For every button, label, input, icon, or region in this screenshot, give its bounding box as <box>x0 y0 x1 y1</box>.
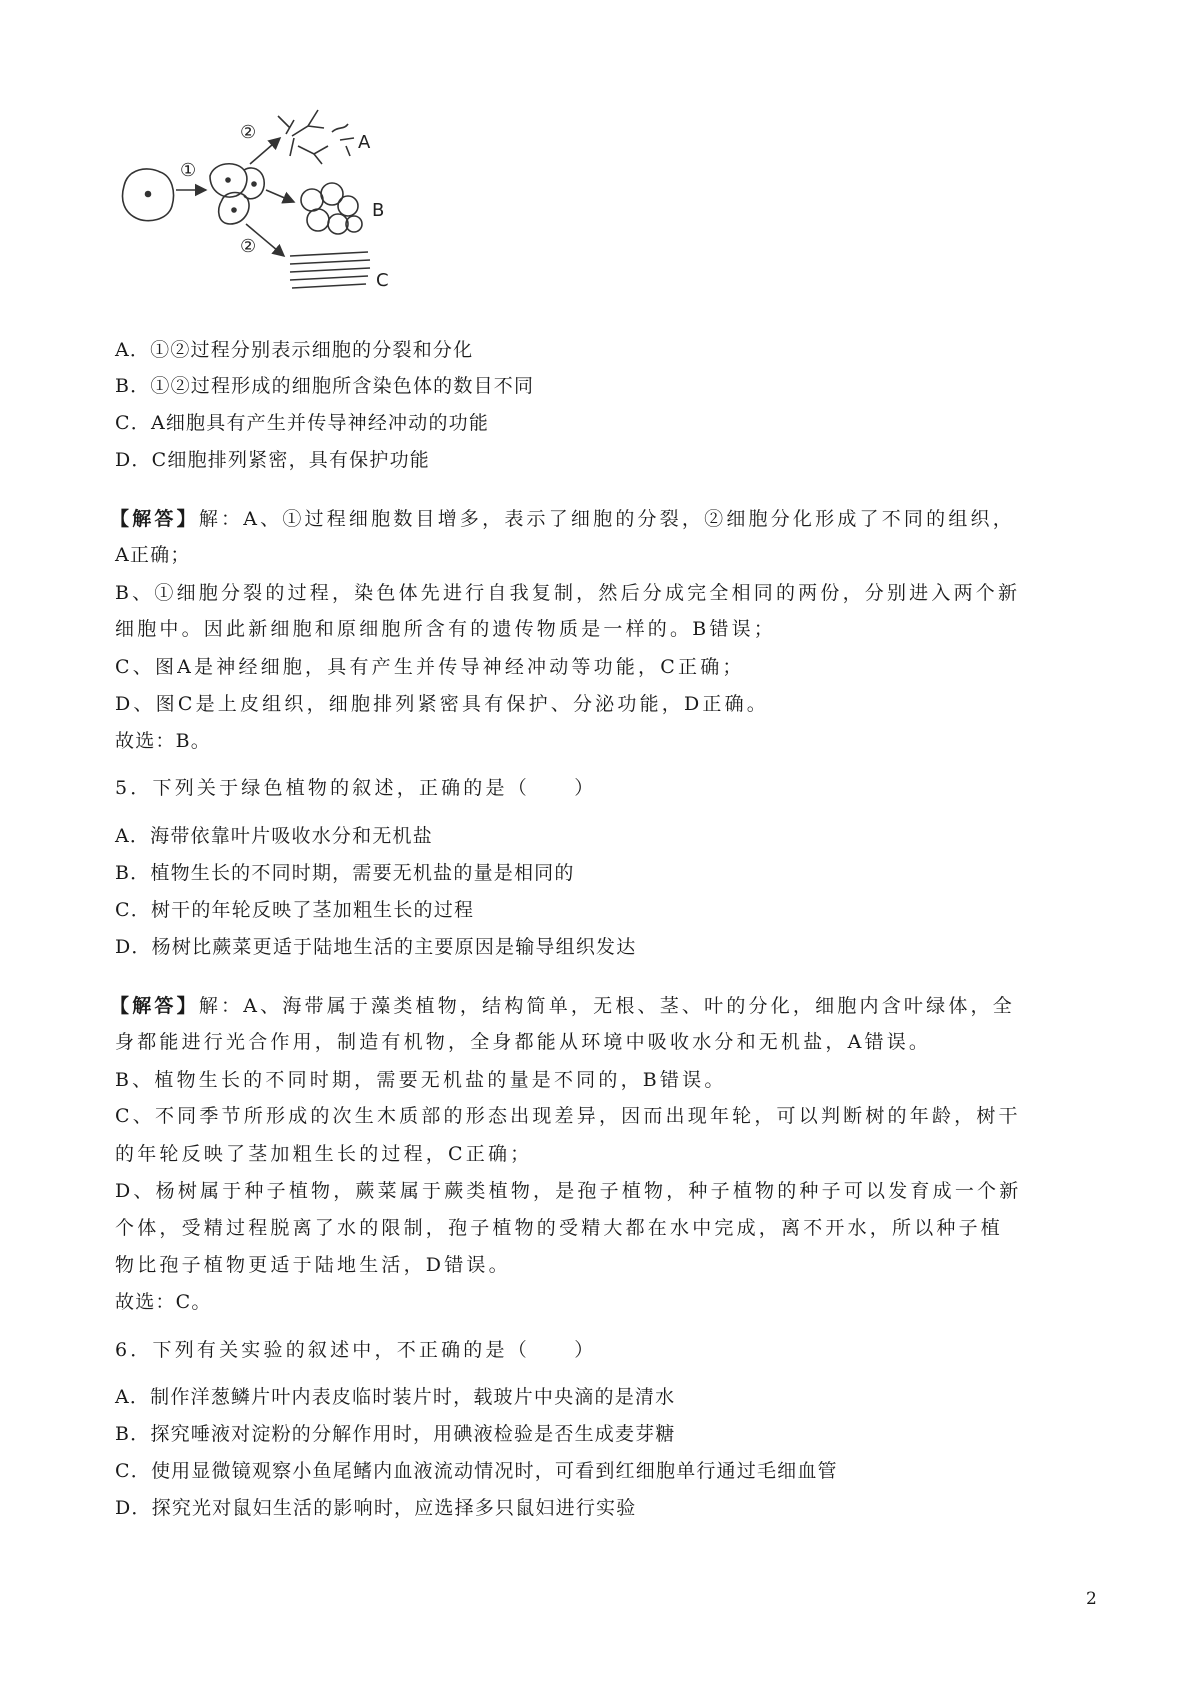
tissue-C <box>290 252 370 288</box>
label-step1: ① <box>180 160 197 181</box>
q5-option-a: A．海带依靠叶片吸收水分和无机盐 <box>115 825 433 847</box>
q5-option-c: C．树干的年轮反映了茎加粗生长的过程 <box>115 899 475 921</box>
q5-answer-line-6: D、杨树属于种子植物，蕨菜属于蕨类植物，是孢子植物，种子植物的种子可以发育成一个新 <box>115 1180 1022 1202</box>
q4-option-a: A．①②过程分别表示细胞的分裂和分化 <box>115 339 474 361</box>
q4-answer-line-4: 细胞中。因此新细胞和原细胞所含有的遗传物质是一样的。B错误； <box>115 618 776 640</box>
q5-answer-text-1: 解：A、海带属于藻类植物，结构简单，无根、茎、叶的分化，细胞内含叶绿体，全 <box>198 995 1015 1017</box>
q5-answer-line-4: C、不同季节所形成的次生木质部的形态出现差异，因而出现年轮，可以判断树的年龄，树干 <box>115 1105 1021 1127</box>
q5-answer-line-5: 的年轮反映了茎加粗生长的过程，C正确； <box>115 1143 533 1165</box>
label-C: C <box>376 270 389 291</box>
q5-conclusion: 故选：C。 <box>115 1291 212 1313</box>
q4-answer-line-5: C、图A是神经细胞，具有产生并传导神经冲动等功能，C正确； <box>115 656 745 678</box>
label-step2-bottom: ② <box>240 236 257 257</box>
q5-stem: 5．下列关于绿色植物的叙述，正确的是（ ） <box>115 777 597 799</box>
q5-answer-line-8: 物比孢子植物更适于陆地生活，D错误。 <box>115 1254 511 1276</box>
q5-answer-line-3: B、植物生长的不同时期，需要无机盐的量是不同的，B错误。 <box>115 1069 727 1091</box>
q4-answer-line-2: A正确； <box>115 544 191 566</box>
q6-option-d: D．探究光对鼠妇生活的影响时，应选择多只鼠妇进行实验 <box>115 1497 637 1519</box>
q4-option-d: D．C细胞排列紧密，具有保护功能 <box>115 449 430 471</box>
q5-option-b: B．植物生长的不同时期，需要无机盐的量是相同的 <box>115 862 575 884</box>
q4-answer-line-6: D、图C是上皮组织，细胞排列紧密具有保护、分泌功能，D正确。 <box>115 693 770 715</box>
label-B: B <box>372 200 385 221</box>
cell-differentiation-diagram <box>118 106 418 316</box>
q5-answer-line-7: 个体，受精过程脱离了水的限制，孢子植物的受精大都在水中完成，离不开水，所以种子植 <box>115 1217 1004 1239</box>
q5-option-d: D．杨树比蕨菜更适于陆地生活的主要原因是输导组织发达 <box>115 936 637 958</box>
q5-answer-tag: 【解答】 <box>110 995 199 1017</box>
q4-answer-tag: 【解答】 <box>110 508 199 530</box>
q5-answer-line-2: 身都能进行光合作用，制造有机物，全身都能从环境中吸收水分和无机盐，A错误。 <box>115 1031 932 1053</box>
q6-stem: 6．下列有关实验的叙述中，不正确的是（ ） <box>115 1339 597 1361</box>
q4-answer-text-1: 解：A、①过程细胞数目增多，表示了细胞的分裂，②细胞分化形成了不同的组织， <box>198 508 1015 530</box>
q6-option-b: B．探究唾液对淀粉的分解作用时，用碘液检验是否生成麦芽糖 <box>115 1423 676 1445</box>
tissue-B <box>301 183 362 234</box>
q4-option-b: B．①②过程形成的细胞所含染色体的数目不同 <box>115 375 535 397</box>
q5-answer-line-1 <box>110 995 1015 1017</box>
q4-option-c: C．A细胞具有产生并传导神经冲动的功能 <box>115 412 490 434</box>
q4-answer-line-3: B、①细胞分裂的过程，染色体先进行自我复制，然后分成完全相同的两份，分别进入两个新 <box>115 582 1021 604</box>
q6-option-a: A．制作洋葱鳞片叶内表皮临时装片时，载玻片中央滴的是清水 <box>115 1386 676 1408</box>
nerve-cell-A <box>278 110 328 164</box>
label-step2-top: ② <box>240 122 257 143</box>
label-A: A <box>358 132 371 153</box>
q4-conclusion: 故选：B。 <box>115 730 211 752</box>
page-number: 2 <box>1086 1589 1097 1609</box>
q4-answer-line-1 <box>110 508 1015 530</box>
q6-option-c: C．使用显微镜观察小鱼尾鳍内血液流动情况时，可看到红细胞单行通过毛细血管 <box>115 1460 838 1482</box>
